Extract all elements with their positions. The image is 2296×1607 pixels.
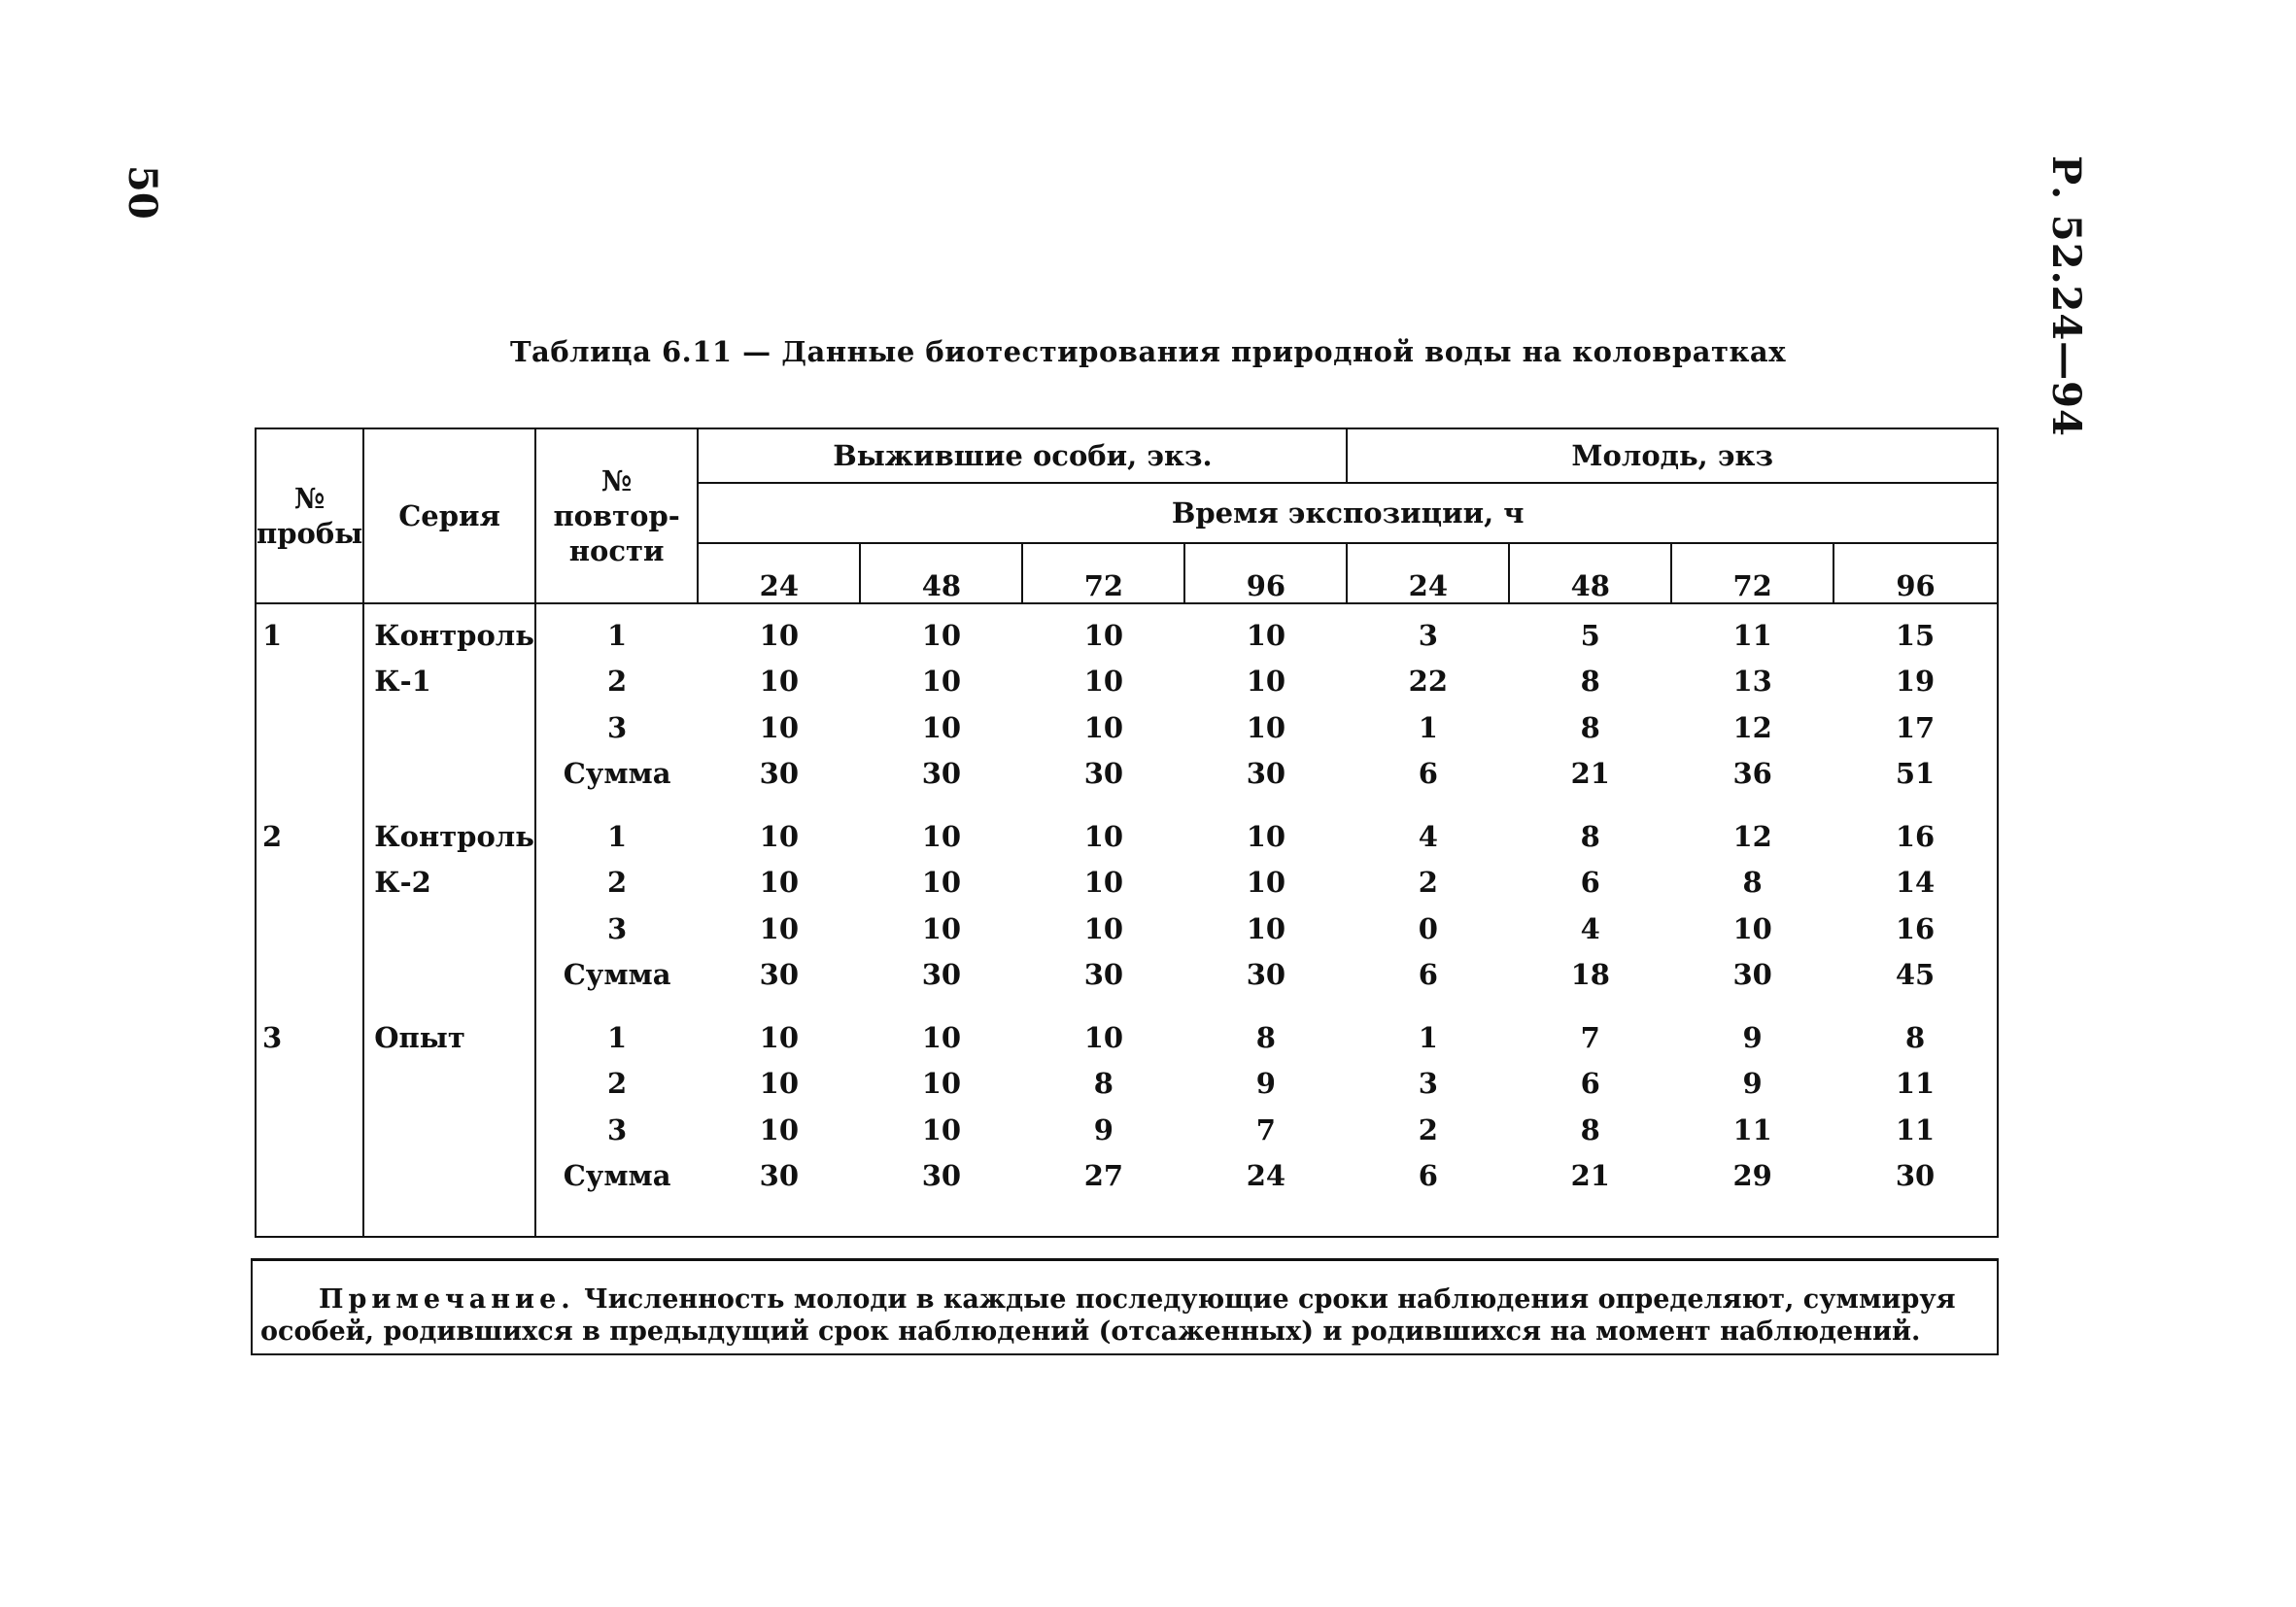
spacer-cell: [363, 998, 535, 1014]
value-cell: 10: [1732, 911, 1772, 945]
value-cell: 11: [1833, 1061, 1998, 1108]
spacer-cell: [698, 998, 860, 1014]
spacer-cell: [860, 998, 1022, 1014]
spacer-cell: [1833, 797, 1998, 813]
repetition-cell: 1: [535, 1014, 698, 1061]
value-cell: 21: [1570, 1159, 1610, 1193]
value-cell: 10: [921, 1067, 962, 1101]
value-cell: 6: [1418, 757, 1438, 791]
header-hour: 24: [698, 543, 860, 603]
value-cell: 10: [759, 1067, 800, 1101]
note-label: Примечание.: [319, 1284, 575, 1315]
series-cell: [363, 751, 535, 798]
value-cell: 6: [1580, 1067, 1600, 1101]
value-cell: 30: [759, 1159, 800, 1193]
series-cell: Контроль: [363, 813, 535, 860]
value-cell: 30: [1246, 757, 1286, 791]
probe-cell: [256, 659, 363, 705]
spacer-cell: [860, 1199, 1022, 1237]
header-series: Серия: [363, 428, 535, 603]
probe-cell: [256, 906, 363, 952]
spacer-cell: [535, 1199, 698, 1237]
value-cell: 3: [1418, 618, 1438, 652]
value-cell: 6: [1418, 958, 1438, 992]
series-cell: К-1: [363, 659, 535, 705]
value-cell: 8: [1833, 1014, 1998, 1061]
table-body: [256, 603, 1998, 1237]
table-note: [251, 1258, 1999, 1355]
value-cell: 9: [1093, 1112, 1114, 1146]
value-cell: 30: [759, 958, 800, 992]
repetition-cell: 1: [535, 603, 698, 659]
repetition-cell: 2: [535, 659, 698, 705]
value-cell: 30: [1246, 958, 1286, 992]
spacer-cell: [1833, 998, 1998, 1014]
value-cell: 8: [1580, 710, 1600, 744]
value-cell: 29: [1732, 1159, 1772, 1193]
table-row: [256, 1061, 1998, 1108]
value-cell: 9: [1742, 1020, 1763, 1054]
repetition-cell: 2: [535, 1061, 698, 1108]
value-cell: 11: [1732, 618, 1772, 652]
header-rep-line2: повтор-: [553, 499, 680, 532]
value-cell: 9: [1255, 1067, 1276, 1101]
page-number: 50: [120, 165, 165, 220]
bioassay-table: [255, 427, 1999, 1238]
spacer-cell: [1347, 998, 1509, 1014]
spacer-cell: [698, 797, 860, 813]
value-cell: 3: [1418, 1067, 1438, 1101]
value-cell: 18: [1570, 958, 1610, 992]
value-cell: 8: [1580, 819, 1600, 853]
value-cell: 7: [1255, 1112, 1276, 1146]
header-exposure-time: Время экспозиции, ч: [698, 483, 1998, 543]
probe-cell: 1: [256, 603, 363, 659]
table-row: [256, 751, 1998, 798]
value-cell: 10: [759, 1112, 800, 1146]
value-cell: 30: [1732, 958, 1772, 992]
series-cell: [363, 704, 535, 751]
value-cell: 6: [1580, 866, 1600, 900]
value-cell: 51: [1833, 751, 1998, 798]
value-cell: 10: [1246, 618, 1286, 652]
probe-cell: [256, 1061, 363, 1108]
value-cell: 4: [1580, 911, 1600, 945]
value-cell: 10: [921, 866, 962, 900]
value-cell: 10: [921, 1112, 962, 1146]
repetition-cell: 1: [535, 813, 698, 860]
value-cell: 8: [1093, 1067, 1114, 1101]
document-code: Р. 52.24—94: [2043, 155, 2089, 437]
probe-cell: [256, 1107, 363, 1153]
table-row: [256, 659, 1998, 705]
note-text-1: Численность молоди в каждые последующие сроки наблюдения определяют, суммируя: [574, 1284, 1956, 1315]
spacer-cell: [1833, 1199, 1998, 1237]
table-row: [256, 603, 1998, 659]
value-cell: 30: [759, 757, 800, 791]
header-survivors: Выжившие особи, экз.: [698, 428, 1347, 483]
spacer-cell: [1509, 1199, 1671, 1237]
value-cell: 6: [1418, 1159, 1438, 1193]
table-row: [256, 906, 1998, 952]
value-cell: 16: [1833, 813, 1998, 860]
value-cell: 21: [1570, 757, 1610, 791]
table-row: [256, 952, 1998, 999]
spacer-cell: [1022, 1199, 1184, 1237]
spacer-cell: [256, 998, 363, 1014]
spacer-cell: [1022, 797, 1184, 813]
value-cell: 4: [1418, 819, 1438, 853]
value-cell: 14: [1833, 860, 1998, 906]
value-cell: 27: [1083, 1159, 1124, 1193]
value-cell: 10: [921, 665, 962, 699]
repetition-cell: Сумма: [535, 952, 698, 999]
table-row: [256, 813, 1998, 860]
value-cell: 30: [1083, 958, 1124, 992]
value-cell: 10: [921, 618, 962, 652]
spacer-cell: [363, 797, 535, 813]
spacer-cell: [1184, 797, 1347, 813]
header-hour: 48: [1509, 543, 1671, 603]
note-text-2: особей, родившихся в предыдущий срок наблюдений (отсаженных) и родившихся на момент наблюдений.: [260, 1316, 1921, 1347]
spacer-cell: [1671, 998, 1833, 1014]
value-cell: 30: [921, 1159, 962, 1193]
value-cell: 8: [1255, 1020, 1276, 1054]
spacer-cell: [256, 797, 363, 813]
spacer-cell: [363, 1199, 535, 1237]
series-cell: Контроль: [363, 603, 535, 659]
series-cell: [363, 1061, 535, 1108]
table-caption: Таблица 6.11 — Данные биотестирования природной воды на коловратках: [509, 335, 1787, 368]
value-cell: 15: [1833, 603, 1998, 659]
value-cell: 10: [759, 819, 800, 853]
value-cell: 10: [1083, 866, 1124, 900]
header-hour: 72: [1022, 543, 1184, 603]
header-repetition: [535, 428, 698, 603]
probe-cell: 2: [256, 813, 363, 860]
table-row: [256, 1014, 1998, 1061]
spacer-cell: [1347, 797, 1509, 813]
value-cell: 8: [1580, 1112, 1600, 1146]
header-hour: 96: [1184, 543, 1347, 603]
repetition-cell: 3: [535, 704, 698, 751]
value-cell: 1: [1418, 1020, 1438, 1054]
spacer-cell: [1509, 797, 1671, 813]
value-cell: 45: [1833, 952, 1998, 999]
value-cell: 10: [921, 911, 962, 945]
value-cell: 10: [759, 866, 800, 900]
spacer-cell: [1671, 1199, 1833, 1237]
series-cell: [363, 906, 535, 952]
value-cell: 10: [1246, 866, 1286, 900]
spacer-cell: [1509, 998, 1671, 1014]
probe-cell: [256, 751, 363, 798]
spacer-cell: [698, 1199, 860, 1237]
value-cell: 10: [759, 710, 800, 744]
table-row: [256, 1153, 1998, 1200]
repetition-cell: 3: [535, 906, 698, 952]
repetition-cell: 3: [535, 1107, 698, 1153]
value-cell: 10: [1083, 710, 1124, 744]
spacer-cell: [1184, 998, 1347, 1014]
table-row: [256, 860, 1998, 906]
value-cell: 10: [921, 1020, 962, 1054]
value-cell: 36: [1732, 757, 1772, 791]
value-cell: 5: [1580, 618, 1600, 652]
value-cell: 10: [921, 819, 962, 853]
header-probe: [256, 428, 363, 603]
spacer-cell: [256, 1199, 363, 1237]
table-header: [256, 428, 1998, 603]
spacer-cell: [535, 797, 698, 813]
table-bottom-spacer: [256, 1199, 1998, 1237]
series-cell: [363, 952, 535, 999]
value-cell: 10: [1083, 1020, 1124, 1054]
value-cell: 10: [759, 665, 800, 699]
probe-cell: [256, 704, 363, 751]
value-cell: 1: [1418, 710, 1438, 744]
repetition-cell: Сумма: [535, 751, 698, 798]
header-probe-line1: №: [293, 482, 326, 515]
value-cell: 2: [1418, 866, 1438, 900]
spacer-cell: [1347, 1199, 1509, 1237]
value-cell: 30: [1833, 1153, 1998, 1200]
probe-cell: [256, 1153, 363, 1200]
value-cell: 30: [921, 757, 962, 791]
value-cell: 10: [1083, 618, 1124, 652]
value-cell: 10: [921, 710, 962, 744]
value-cell: 8: [1580, 665, 1600, 699]
series-cell: Опыт: [363, 1014, 535, 1061]
header-hour: 24: [1347, 543, 1509, 603]
note-line-1: [260, 1283, 1989, 1316]
value-cell: 10: [1083, 819, 1124, 853]
value-cell: 11: [1833, 1107, 1998, 1153]
group-spacer: [256, 998, 1998, 1014]
series-cell: [363, 1153, 535, 1200]
value-cell: 2: [1418, 1112, 1438, 1146]
repetition-cell: 2: [535, 860, 698, 906]
spacer-cell: [535, 998, 698, 1014]
value-cell: 30: [1083, 757, 1124, 791]
probe-cell: [256, 860, 363, 906]
spacer-cell: [1184, 1199, 1347, 1237]
value-cell: 11: [1732, 1112, 1772, 1146]
series-cell: К-2: [363, 860, 535, 906]
group-spacer: [256, 797, 1998, 813]
value-cell: 16: [1833, 906, 1998, 952]
value-cell: 8: [1742, 866, 1763, 900]
spacer-cell: [860, 797, 1022, 813]
probe-cell: [256, 952, 363, 999]
repetition-cell: Сумма: [535, 1153, 698, 1200]
value-cell: 10: [1246, 665, 1286, 699]
table-row: [256, 1107, 1998, 1153]
value-cell: 12: [1732, 819, 1772, 853]
header-hour: 48: [860, 543, 1022, 603]
value-cell: 10: [759, 618, 800, 652]
spacer-cell: [1671, 797, 1833, 813]
spacer-cell: [1022, 998, 1184, 1014]
value-cell: 30: [921, 958, 962, 992]
value-cell: 10: [1083, 911, 1124, 945]
value-cell: 24: [1246, 1159, 1286, 1193]
probe-cell: 3: [256, 1014, 363, 1061]
value-cell: 17: [1833, 704, 1998, 751]
header-hour: 96: [1833, 543, 1998, 603]
series-cell: [363, 1107, 535, 1153]
value-cell: 10: [1246, 710, 1286, 744]
value-cell: 10: [1246, 819, 1286, 853]
header-young: Молодь, экз: [1347, 428, 1998, 483]
table-row: [256, 704, 1998, 751]
value-cell: 13: [1732, 665, 1772, 699]
header-rep-line3: ности: [568, 534, 665, 567]
value-cell: 7: [1580, 1020, 1600, 1054]
value-cell: 19: [1833, 659, 1998, 705]
header-probe-line2: пробы: [257, 517, 363, 550]
value-cell: 10: [759, 1020, 800, 1054]
value-cell: 10: [1083, 665, 1124, 699]
value-cell: 12: [1732, 710, 1772, 744]
value-cell: 0: [1418, 911, 1438, 945]
value-cell: 10: [759, 911, 800, 945]
header-hour: 72: [1671, 543, 1833, 603]
header-rep-line1: №: [600, 464, 633, 497]
value-cell: 22: [1408, 665, 1449, 699]
value-cell: 9: [1742, 1067, 1763, 1101]
value-cell: 10: [1246, 911, 1286, 945]
